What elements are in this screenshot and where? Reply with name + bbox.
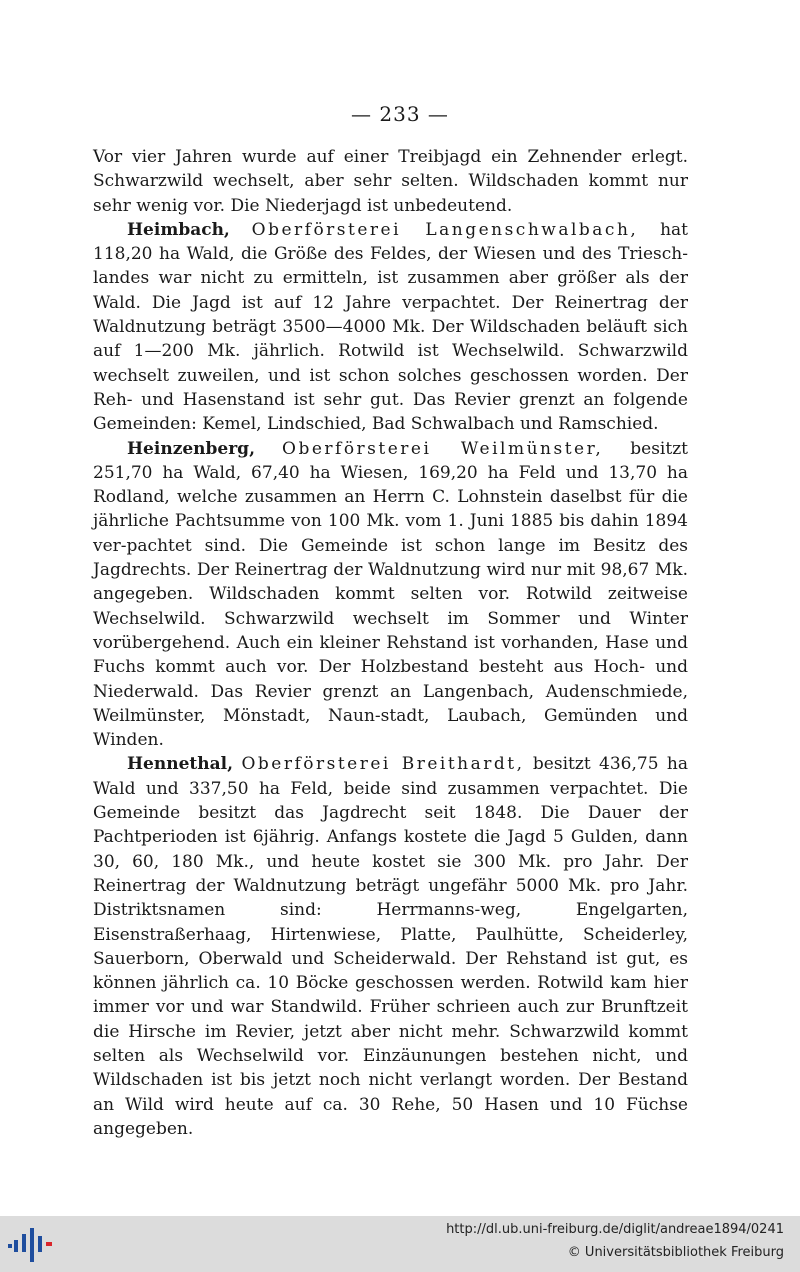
entry-hennethal — [93, 752, 688, 1141]
entry-heading: Heimbach, — [127, 219, 230, 240]
entry-text: besitzt 251,70 ha Wald, 67,40 ha Wiesen, 169,20 ha Feld und 13,70 ha Rodland, welche zusammen an Herrn C. Lohnstein daselbst für die jährliche Pachtsumme von 100 Mk. vom 1. Juni 1885 bis dahin 1894 ver-pachtet sind. Die Gemeinde ist schon lange im Besitz des Jagdrechts. Der Reinertrag der Waldnutzung wird nur mit 98,67 Mk. angegeben. Wildschaden kommt selten vor. Rotwild zeitweise Wechselwild. Schwarzwild wechselt im Sommer und Winter vorübergehend. Auch ein kleiner Rehstand ist vorhanden, Hase und Fuchs kommt auch vor. Der Holzbestand besteht aus Hoch- und Niederwald. Das Revier grenzt an Langenbach, Audenschmiede, Weilmünster, Mönstadt, Naun-stadt, Laubach, Gemünden und Winden. — [93, 438, 688, 751]
entry-text: besitzt 436,75 ha Wald und 337,50 ha Feld, beide sind zusammen verpachtet. Die Gemeinde besitzt das Jagdrecht seit 1848. Die Dauer der Pachtperioden ist 6jährig. Anfangs kostete die Jagd 5 Gulden, dann 30, 60, 180 Mk., und heute kostet sie 300 Mk. pro Jahr. Der Reinertrag der Waldnutzung beträgt ungefähr 5000 Mk. pro Jahr. Distriktsnamen sind: Herrmanns-weg, Engelgarten, Eisenstraßerhaag, Hirtenwiese, Platte, Paulhütte, Scheiderley, Sauerborn, Oberwald und Scheiderwald. Der Rehstand ist gut, es können jährlich ca. 10 Böcke geschossen werden. Rotwild kam hier immer vor und war Standwild. Früher schrieen auch zur Brunftzeit die Hirsche im Revier, jetzt aber nicht mehr. Schwarzwild kommt selten als Wechselwild vor. Einzäunungen bestehen nicht, und Wildschaden ist bis jetzt noch nicht verlangt worden. Der Bestand an Wild wird heute auf ca. 30 Rehe, 50 Hasen und 10 Füchse angegeben. — [93, 754, 689, 1139]
footer-bar — [0, 1216, 800, 1272]
university-library-logo-icon — [8, 1226, 56, 1264]
entry-office: Oberförsterei Langenschwalbach, — [251, 219, 639, 240]
entry-heimbach — [93, 218, 688, 437]
entry-heading: Heinzenberg, — [127, 438, 255, 459]
entry-text: hat 118,20 ha Wald, die Größe des Feldes, der Wiesen und des Triesch-landes war nicht zu ermitteln, ist zusammen aber größer als der Wald. Die Jagd ist auf 12 Jahre verpachtet. Der Reinertrag der Waldnutzung beträgt 3500—4000 Mk. Der Wildschaden beläuft sich auf 1—200 Mk. jährlich. Rotwild ist Wechselwild. Schwarzwild wechselt zuweilen, und ist schon solches geschossen worden. Der Reh- und Hasenstand ist sehr gut. Das Revier grenzt an folgende Gemeinden: Kemel, Lindschied, Bad Schwalbach und Ramschied. — [93, 219, 688, 435]
entry-office: Oberförsterei Weilmünster, — [282, 438, 604, 459]
entry-heading: Hennethal, — [127, 754, 234, 775]
entry-office: Oberförsterei Breithardt, — [241, 754, 525, 775]
footer-url-link[interactable]: http://dl.ub.uni-freiburg.de/diglit/andreae1894/0241 — [446, 1222, 784, 1237]
document-body — [93, 145, 688, 1141]
paragraph-intro — [93, 145, 688, 218]
footer-credit: © Universitätsbibliothek Freiburg — [567, 1245, 784, 1260]
entry-heinzenberg — [93, 437, 688, 753]
paragraph-text: Vor vier Jahren wurde auf einer Treibjagd ein Zehnender erlegt. Schwarzwild wechselt, aber sehr selten. Wildschaden kommt nur sehr wenig vor. Die Niederjagd ist unbedeutend. — [93, 147, 688, 216]
page-number: — 233 — — [351, 102, 449, 126]
